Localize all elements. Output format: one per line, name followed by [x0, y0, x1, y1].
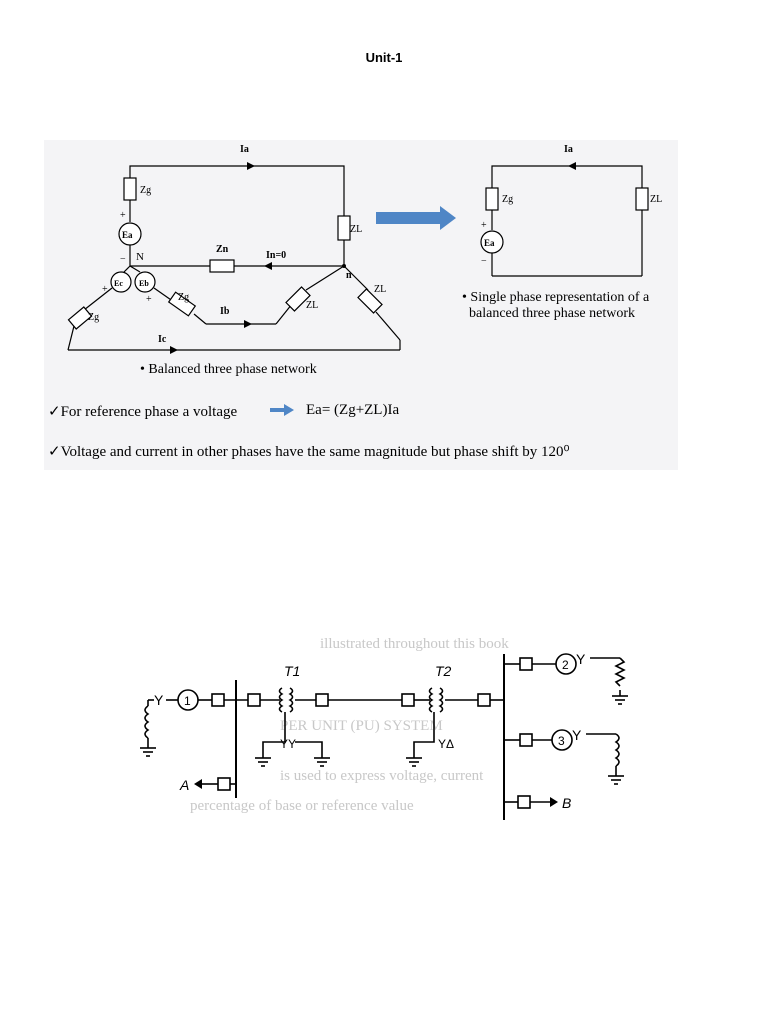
ia-arrow — [247, 162, 255, 170]
label-load-b: B — [562, 795, 572, 811]
phase-a-wire — [130, 166, 344, 216]
ib-arrow — [244, 320, 252, 328]
single-phase-zg-impedance — [486, 188, 498, 210]
gen3-grounding-coil — [616, 734, 619, 766]
label-node-N: N — [136, 251, 144, 263]
formula-arrow — [270, 404, 294, 416]
formula-ea: Ea= (Zg+ZL)Ia — [306, 402, 400, 418]
ghost-text-2: PER UNIT (PU) SYSTEM — [280, 718, 443, 734]
t2-secondary — [440, 688, 443, 712]
single-phase-label-ea: Ea — [484, 238, 495, 248]
label-t2: T2 — [435, 663, 452, 679]
gen1-grounding-coil — [145, 706, 148, 738]
single-phase-label-zg: Zg — [502, 194, 514, 205]
label-ec: Ec — [114, 279, 123, 288]
breaker-8 — [518, 796, 530, 808]
label-zg-a: Zg — [140, 185, 152, 196]
breaker-5 — [478, 694, 490, 706]
plus-c: + — [102, 284, 108, 295]
label-t1: T1 — [284, 663, 301, 679]
label-zg-b: Zg — [178, 292, 190, 303]
label-ydelta: YΔ — [438, 737, 455, 751]
label-ic: Ic — [158, 334, 167, 345]
ghost-text-4: percentage of base or reference value — [190, 798, 414, 814]
three-phase-network-figure — [44, 140, 678, 470]
label-eb: Eb — [139, 279, 149, 288]
breaker-4 — [402, 694, 414, 706]
t1-secondary — [290, 688, 293, 712]
load-a-arrow — [194, 779, 202, 789]
label-zl-a: ZL — [350, 224, 363, 235]
label-zl-b: ZL — [306, 300, 319, 311]
single-phase-label-zl: ZL — [650, 194, 663, 205]
label-ia: Ia — [240, 144, 249, 155]
label-y-gen2: Y — [576, 651, 586, 667]
single-phase-minus: − — [481, 256, 487, 267]
label-zn: Zn — [216, 244, 229, 255]
check-item-reference-phase: ✓For reference phase a voltage — [48, 404, 238, 420]
page-title: Unit-1 — [365, 50, 403, 65]
breaker-3 — [316, 694, 328, 706]
label-ea: Ea — [122, 230, 133, 240]
single-phase-label-ia: Ia — [564, 144, 573, 155]
label-ib: Ib — [220, 306, 230, 317]
ghost-text-3: is used to express voltage, current — [280, 768, 484, 784]
equivalence-arrow — [376, 206, 456, 230]
minus-a: − — [120, 254, 126, 265]
label-gen1: 1 — [184, 694, 191, 708]
label-gen2: 2 — [562, 658, 569, 672]
label-yy: YY — [280, 737, 297, 751]
single-phase-zl-impedance — [636, 188, 648, 210]
ic-arrow — [170, 346, 178, 354]
zg-a-impedance — [124, 178, 136, 200]
zn-impedance — [210, 260, 234, 272]
left-caption: • Balanced three phase network — [140, 362, 317, 377]
label-gen3: 3 — [558, 734, 565, 748]
plus-b: + — [146, 294, 152, 305]
check-item-phase-shift: ✓Voltage and current in other phases have the same magnitude but phase shift by 120⁰ — [48, 444, 570, 460]
label-node-n: n — [346, 270, 352, 281]
ghost-text-1: illustrated throughout this book — [320, 636, 509, 652]
label-y-gen1: Y — [154, 692, 164, 708]
label-zl-c: ZL — [374, 284, 387, 295]
right-caption: • Single phase representation of a balanced three phase network — [462, 290, 650, 321]
single-phase-ia-arrow — [568, 162, 576, 170]
label-zg-c: Zg — [88, 312, 100, 323]
single-phase-wire-top — [492, 166, 642, 188]
breaker-9 — [218, 778, 230, 790]
gen2-grounding-resistor — [616, 658, 624, 686]
breaker-6 — [520, 658, 532, 670]
one-line-diagram — [130, 630, 640, 830]
plus-a: + — [120, 210, 126, 221]
breaker-7 — [520, 734, 532, 746]
label-y-gen3: Y — [572, 727, 582, 743]
power-system-one-line-figure — [130, 630, 640, 830]
breaker-1 — [212, 694, 224, 706]
single-phase-plus: + — [481, 220, 487, 231]
zl-a-impedance — [338, 216, 350, 240]
label-load-a: A — [180, 777, 190, 793]
in-arrow — [264, 262, 272, 270]
load-b-arrow — [550, 797, 558, 807]
breaker-2 — [248, 694, 260, 706]
label-in-zero: In=0 — [266, 250, 287, 261]
